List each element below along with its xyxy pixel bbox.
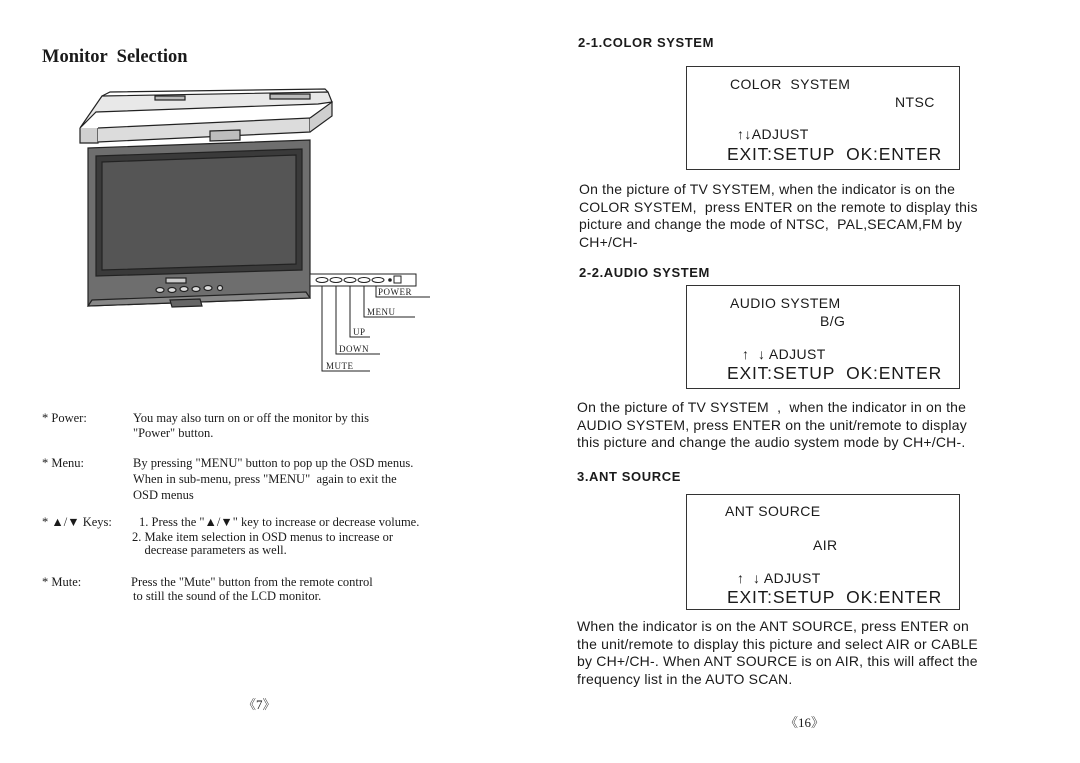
down-label: DOWN — [339, 344, 369, 354]
osd-title: ANT SOURCE — [725, 503, 821, 519]
osd-adjust: ↑ ↓ ADJUST — [742, 346, 826, 362]
desc-line: "Power" button. — [133, 426, 214, 440]
paragraph-line: On the picture of TV SYSTEM, when the indicator is on the — [579, 181, 956, 197]
osd-value: B/G — [820, 313, 846, 329]
mute-label: MUTE — [326, 361, 354, 371]
paragraph-line: AUDIO SYSTEM, press ENTER on the unit/remote to display — [577, 416, 967, 433]
desc-line: By pressing "MENU" button to pop up the OSD menus. — [133, 456, 414, 470]
osd-footer: EXIT:SETUP OK:ENTER — [727, 587, 943, 607]
paragraph-ant-source — [577, 618, 978, 688]
desc-line: 2. Make item selection in OSD menus to increase or — [132, 530, 394, 544]
section-heading-color-system: 2-1.COLOR SYSTEM — [578, 35, 715, 50]
desc-line: decrease parameters as well. — [132, 543, 287, 557]
desc-line: to still the sound of the LCD monitor. — [133, 589, 322, 603]
paragraph-line: the unit/remote to display this picture and select AIR or CABLE — [577, 635, 978, 652]
menu-description — [42, 456, 502, 504]
paragraph-line: COLOR SYSTEM, press ENTER on the remote to display this — [579, 198, 978, 215]
power-description — [42, 411, 502, 443]
paragraph-line: When the indicator is on the ANT SOURCE, press ENTER on — [577, 618, 970, 634]
page-number: 《7》 — [243, 697, 276, 712]
desc-line: You may also turn on or off the monitor by this — [133, 411, 369, 425]
osd-adjust: ↑↓ADJUST — [737, 126, 809, 142]
paragraph-line: this picture and change the audio system mode by CH+/CH-. — [577, 434, 966, 450]
desc-line: Press the "Mute" button from the remote control — [131, 575, 373, 589]
osd-ant-source — [686, 494, 960, 610]
paragraph-audio-system — [577, 399, 967, 452]
desc-key: * Menu: — [42, 456, 85, 470]
osd-title: AUDIO SYSTEM — [730, 295, 841, 311]
section-heading-ant-source: 3.ANT SOURCE — [577, 469, 681, 484]
osd-value: NTSC — [895, 94, 935, 110]
osd-footer: EXIT:SETUP OK:ENTER — [727, 363, 943, 383]
osd-audio-system — [686, 285, 960, 389]
page-number: 《16》 — [785, 715, 825, 730]
osd-adjust: ↑ ↓ ADJUST — [737, 570, 821, 586]
osd-footer: EXIT:SETUP OK:ENTER — [727, 144, 943, 164]
menu-label: MENU — [367, 307, 396, 317]
paragraph-line: frequency list in the AUTO SCAN. — [577, 670, 793, 687]
desc-line: When in sub-menu, press "MENU" again to exit the — [133, 472, 397, 486]
mute-description — [42, 575, 502, 607]
monitor-housing — [80, 89, 332, 143]
up-label: UP — [353, 327, 366, 337]
monitor-screen — [88, 140, 310, 307]
page-title: Monitor Selection — [42, 47, 188, 67]
paragraph-line: by CH+/CH-. When ANT SOURCE is on AIR, this will affect the — [577, 653, 978, 669]
paragraph-line: picture and change the mode of NTSC, PAL,SECAM,FM by — [579, 216, 963, 232]
desc-line: 1. Press the "▲/▼" key to increase or decrease volume. — [139, 515, 420, 529]
power-label: POWER — [378, 287, 412, 297]
desc-key: * ▲/▼ Keys: — [42, 515, 112, 529]
button-panel-callout — [310, 274, 430, 371]
desc-key: * Power: — [42, 411, 87, 425]
keys-description — [42, 515, 512, 563]
osd-value: AIR — [813, 537, 838, 553]
osd-color-system — [686, 66, 960, 170]
monitor-illustration — [70, 88, 460, 388]
desc-key: * Mute: — [42, 575, 82, 589]
paragraph-line: CH+/CH- — [579, 233, 638, 250]
osd-title: COLOR SYSTEM — [730, 76, 851, 92]
section-heading-audio-system: 2-2.AUDIO SYSTEM — [579, 265, 710, 280]
paragraph-line: On the picture of TV SYSTEM , when the indicator in on the — [577, 399, 967, 415]
desc-line: OSD menus — [133, 488, 194, 502]
paragraph-color-system — [579, 181, 978, 251]
